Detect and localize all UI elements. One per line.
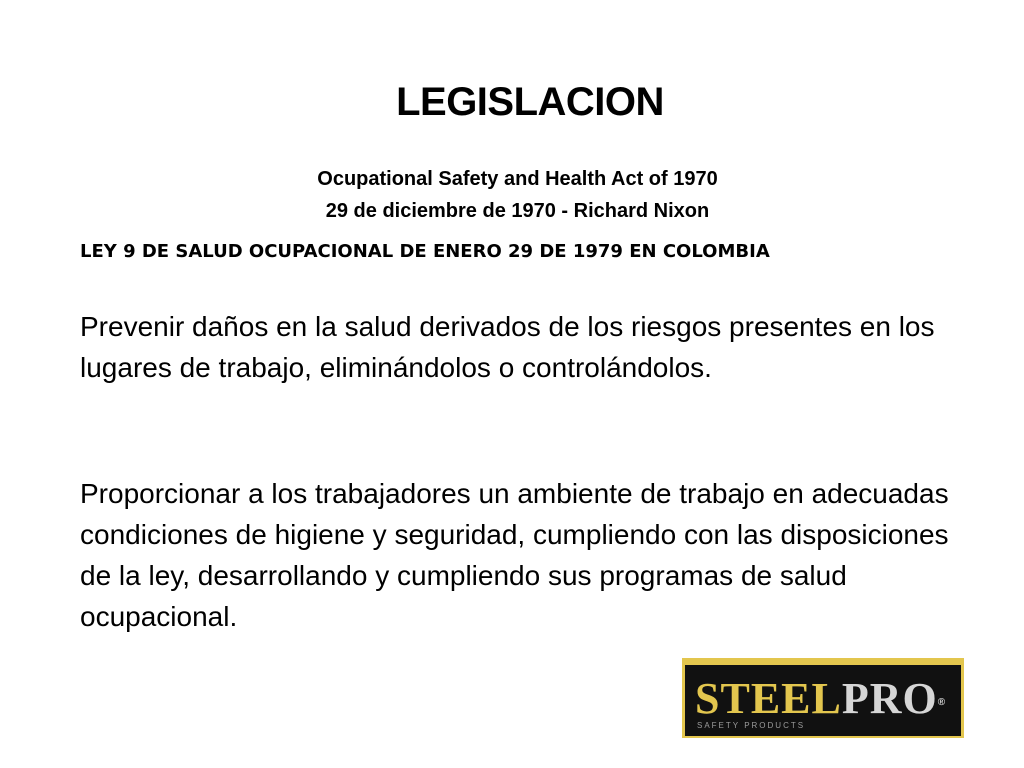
objective-paragraph-2: Proporcionar a los trabajadores un ambiente de trabajo en adecuadas condiciones de higiene y seguridad, cumpliendo con las disposiciones de la ley, desarrollando y cumpliendo sus programas de salud ocupacional. [80, 478, 949, 632]
steelpro-logo [682, 658, 964, 738]
logo-wordmark [695, 674, 947, 723]
subtitle-act-date: 29 de diciembre de 1970 - Richard Nixon [325, 200, 710, 222]
subtitle-act-name: Ocupational Safety and Health Act of 1970 [317, 168, 718, 190]
colombia-law-heading: LEY 9 DE SALUD OCUPACIONAL DE ENERO 29 DE 1979 EN COLOMBIA [80, 241, 770, 262]
slide-title: LEGISLACION [396, 80, 664, 124]
logo-word-steel: STEEL [695, 674, 842, 723]
logo-tagline: SAFETY PRODUCTS [697, 721, 806, 730]
objective-paragraph-1: Prevenir daños en la salud derivados de los riesgos presentes en los lugares de trabajo, eliminándolos o controlándolos. [80, 311, 935, 383]
logo-registered-mark: ® [937, 697, 947, 708]
logo-word-pro: PRO [841, 674, 938, 723]
